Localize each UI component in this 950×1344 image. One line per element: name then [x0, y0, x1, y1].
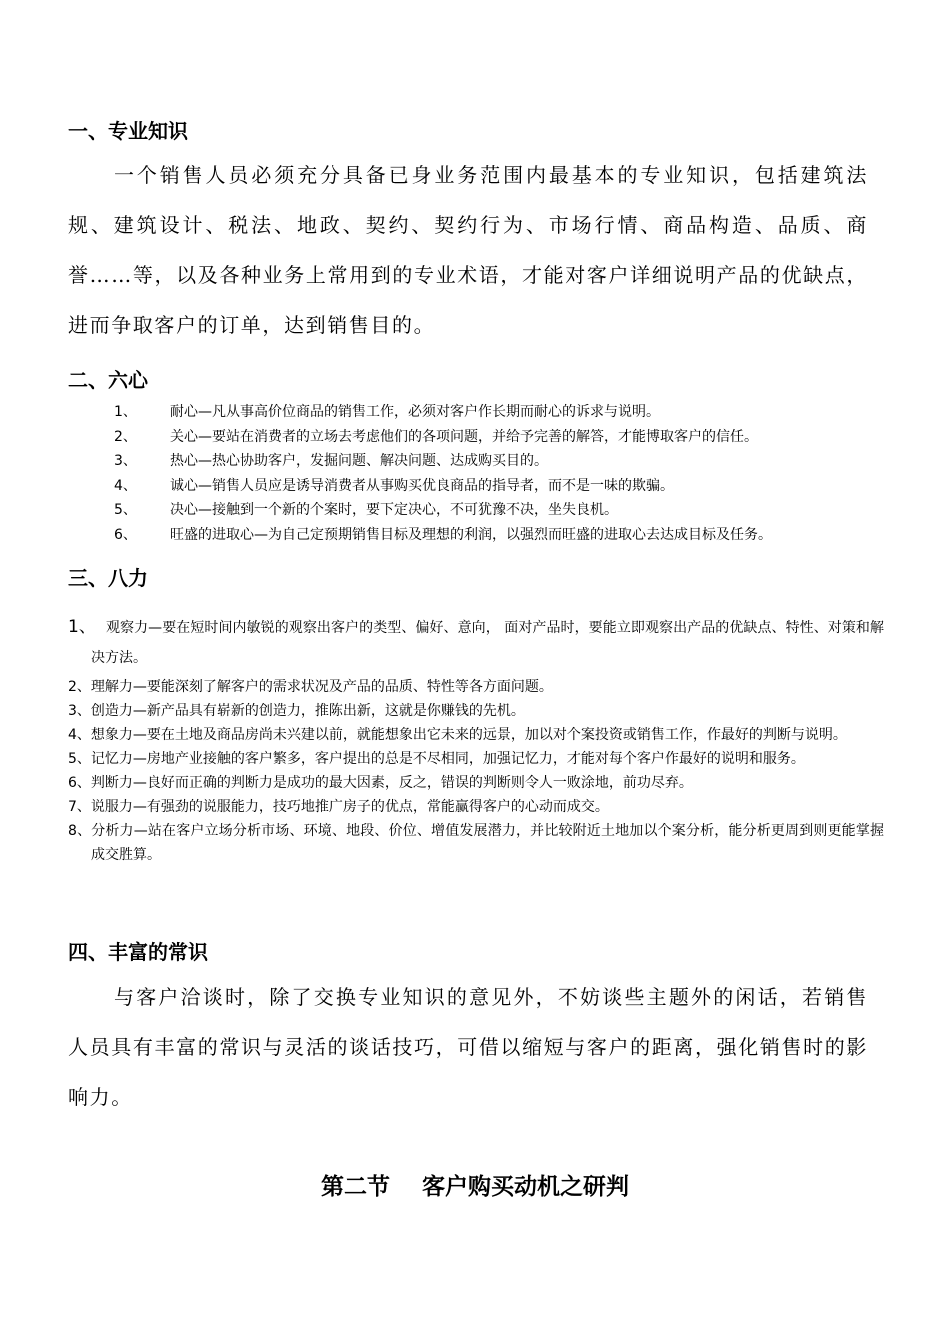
item-text: 说服力—有强劲的说服能力，技巧地推广房子的优点，常能赢得客户的心动而成交。	[90, 799, 609, 815]
heading-professional-knowledge: 一、专业知识	[68, 119, 188, 143]
list-item	[68, 612, 884, 673]
heading-rich-common-sense: 四、丰富的常识	[68, 940, 208, 964]
eight-abilities-list	[68, 612, 884, 867]
heading-eight-abilities: 三、八力	[68, 566, 148, 590]
item-text: 理解力—要能深刻了解客户的需求状况及产品的品质、特性等各方面问题。	[90, 679, 553, 695]
item-text: 分析力—站在客户立场分析市场、环境、地段、价位、增值发展潜力，并比较附近土地加以个案分析，能分析更周到则更能掌握成交胜算。	[91, 823, 884, 863]
item-number: 5、	[114, 502, 137, 518]
list-item	[68, 771, 884, 795]
list-item	[114, 400, 904, 425]
list-item	[68, 819, 884, 867]
item-text: 关心—要站在消费者的立场去考虑他们的各项问题，并给予完善的解答，才能博取客户的信任。	[170, 428, 758, 445]
heading-six-hearts: 二、六心	[68, 368, 148, 392]
item-text: 耐心—凡从事高价位商品的销售工作，必须对客户作长期而耐心的诉求与说明。	[170, 404, 660, 420]
item-text: 决心—接触到一个新的个案时，要下定决心，不可犹豫不决，坐失良机。	[170, 502, 618, 518]
item-number: 3、	[114, 453, 137, 469]
item-text: 想象力—要在土地及商品房尚未兴建以前，就能想象出它未来的远景，加以对个案投资或销售工作，作最好的判断与说明。	[90, 727, 847, 743]
item-number: 6、	[114, 526, 137, 543]
item-number: 6、	[68, 775, 91, 791]
item-number: 4、	[114, 477, 137, 494]
item-text: 观察力—要在短时间内敏锐的观察出客户的类型、偏好、意向， 面对产品时，要能立即观察出产品的优缺点、特性、对策和解决方法。	[91, 620, 884, 666]
item-number: 1、	[68, 617, 96, 637]
list-item	[68, 747, 884, 771]
six-hearts-list	[114, 400, 904, 547]
item-number: 8、	[68, 823, 92, 839]
item-text: 诚心—销售人员应是诱导消费者从事购买优良商品的指导者，而不是一味的欺骗。	[170, 477, 674, 494]
item-number: 5、	[68, 751, 91, 767]
item-text: 判断力—良好而正确的判断力是成功的最大因素，反之，错误的判断则令人一败涂地，前功尽弃。	[90, 775, 693, 791]
item-number: 2、	[114, 428, 137, 445]
list-item	[114, 449, 904, 474]
item-number: 1、	[114, 404, 137, 420]
list-item	[114, 425, 904, 450]
item-number: 3、	[68, 703, 91, 719]
paragraph-professional-knowledge: 一个销售人员必须充分具备已身业务范围内最基本的专业知识，包括建筑法规、建筑设计、税法、地政、契约、契约行为、市场行情、商品构造、品质、商誉……等，以及各种业务上常用到的专业术语，才能对客户详细说明产品的优缺点，进而争取客户的订单，达到销售目的。	[68, 163, 868, 337]
item-text: 记忆力—房地产业接触的客户繁多，客户提出的总是不尽相同，加强记忆力，才能对每个客户作最好的说明和服务。	[90, 751, 805, 767]
item-number: 2、	[68, 679, 91, 695]
item-number: 7、	[68, 799, 91, 815]
list-item	[68, 675, 884, 699]
list-item	[68, 699, 884, 723]
paragraph-rich-common-sense: 与客户洽谈时，除了交换专业知识的意见外，不妨谈些主题外的闲话，若销售人员具有丰富的常识与灵活的谈话技巧，可借以缩短与客户的距离，强化销售时的影响力。	[68, 985, 868, 1109]
item-text: 创造力—新产品具有崭新的创造力，推陈出新，这就是你赚钱的先机。	[90, 703, 525, 719]
item-text: 旺盛的进取心—为自己定预期销售目标及理想的利润，以强烈而旺盛的进取心去达成目标及任务。	[170, 526, 772, 543]
item-number: 4、	[68, 727, 91, 743]
list-item	[114, 498, 904, 523]
list-item	[68, 795, 884, 819]
item-text: 热心—热心协助客户，发掘问题、解决问题、达成购买目的。	[170, 453, 548, 469]
list-item	[114, 523, 904, 548]
list-item	[68, 723, 884, 747]
section-title: 第二节 客户购买动机之研判	[320, 1174, 630, 1200]
list-item	[114, 474, 904, 499]
